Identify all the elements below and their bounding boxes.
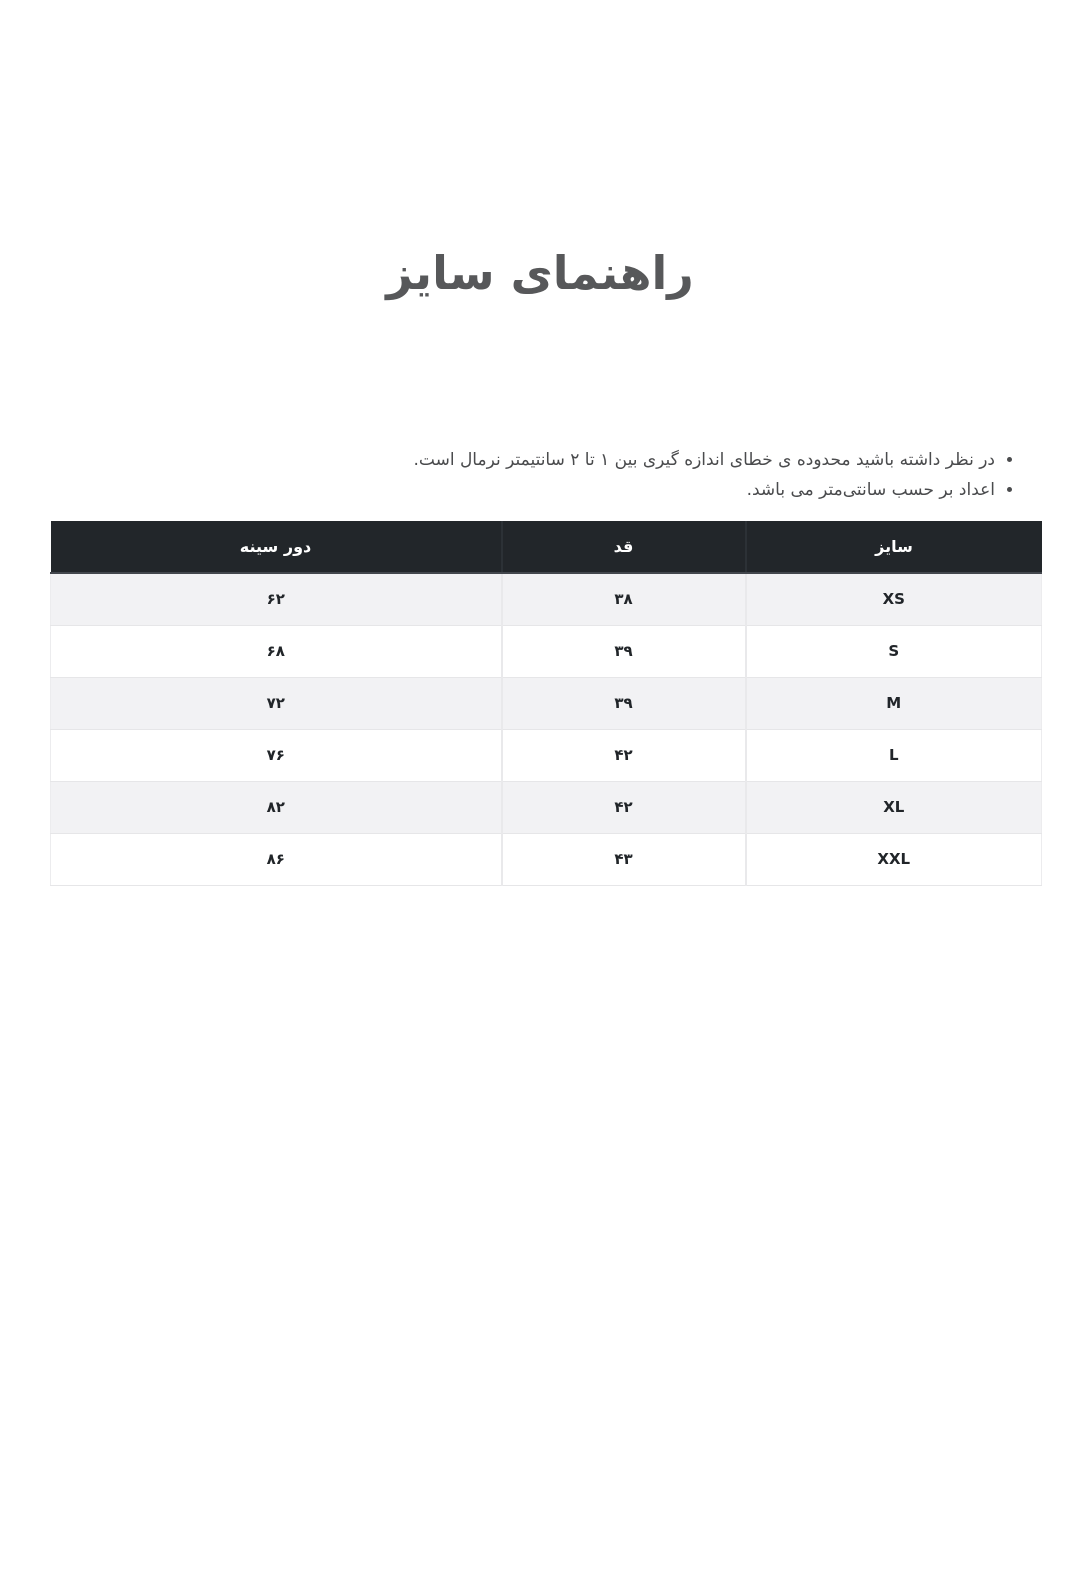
cell-chest: ۸۶ xyxy=(51,833,502,885)
table-row-m xyxy=(51,677,1042,729)
table-row-l xyxy=(51,729,1042,781)
cell-size: XS xyxy=(746,573,1042,625)
page-title: راهنمای سایز xyxy=(386,246,694,300)
cell-height: ۴۲ xyxy=(502,781,746,833)
cell-height: ۴۲ xyxy=(502,729,746,781)
cell-chest: ۶۸ xyxy=(51,625,502,677)
col-header-height: قد xyxy=(502,521,746,573)
table-header-row xyxy=(51,521,1042,573)
cell-chest: ۸۲ xyxy=(51,781,502,833)
size-guide-table xyxy=(50,521,1042,886)
table-row-xxl xyxy=(51,833,1042,885)
cell-chest: ۷۲ xyxy=(51,677,502,729)
cell-size: XXL xyxy=(746,833,1042,885)
cell-size: L xyxy=(746,729,1042,781)
table-row-s xyxy=(51,625,1042,677)
cell-size: S xyxy=(746,625,1042,677)
table-row-xl xyxy=(51,781,1042,833)
cell-height: ۳۹ xyxy=(502,625,746,677)
cell-height: ۳۸ xyxy=(502,573,746,625)
cell-chest: ۷۶ xyxy=(51,729,502,781)
table-row-xs xyxy=(51,573,1042,625)
cell-size: M xyxy=(746,677,1042,729)
cell-height: ۳۹ xyxy=(502,677,746,729)
size-guide-page xyxy=(0,243,1080,1582)
cell-size: XL xyxy=(746,781,1042,833)
note-item-units: • اعداد بر حسب سانتی‌متر می باشد. xyxy=(0,475,995,505)
cell-height: ۴۳ xyxy=(502,833,746,885)
cell-chest: ۶۲ xyxy=(51,573,502,625)
col-header-size: سایز xyxy=(746,521,1042,573)
col-header-chest: دور سینه xyxy=(51,521,502,573)
notes-list xyxy=(0,445,1028,505)
note-item-measurement-error: • در نظر داشته باشید محدوده ی خطای اندازه گیری بین ۱ تا ۲ سانتیمتر نرمال است. xyxy=(0,445,995,475)
